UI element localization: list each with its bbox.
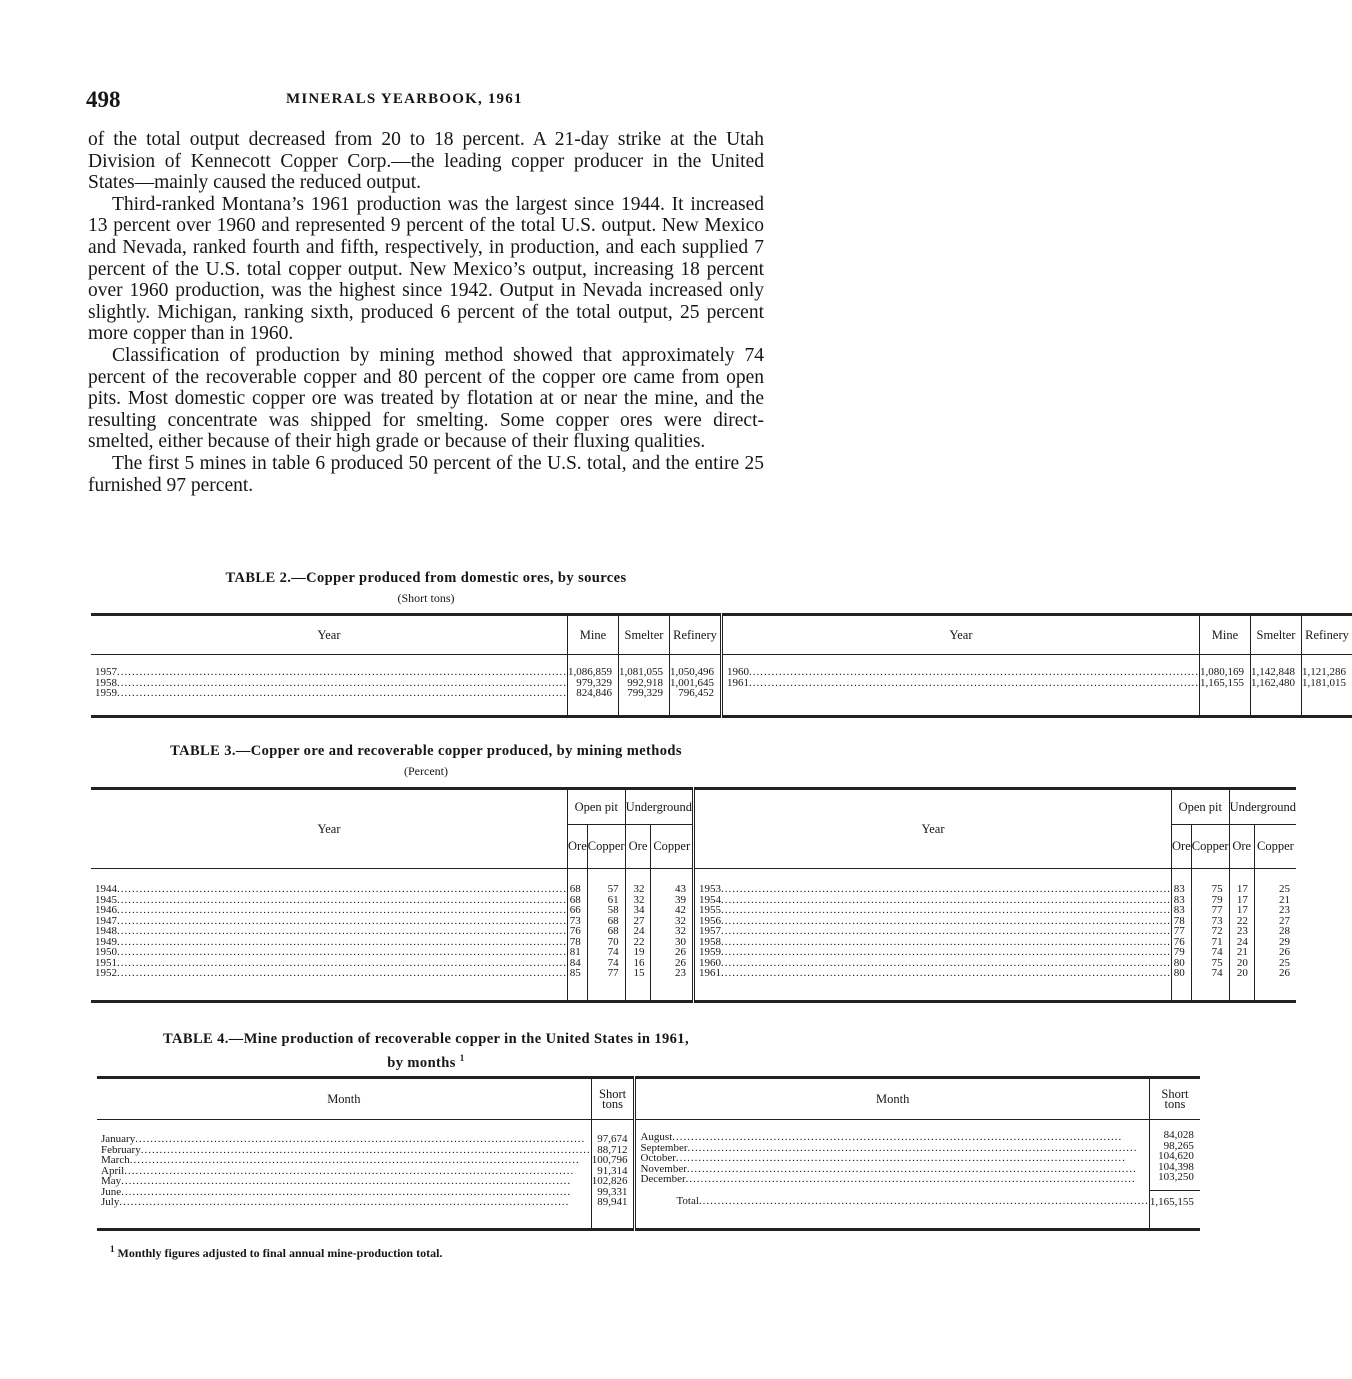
table-row: 1956 ..... — [695, 916, 1171, 927]
table-cell: 1,086,859 — [568, 666, 612, 678]
table3-header-ore: Ore — [1229, 825, 1254, 869]
table2-header-smelter: Smelter — [1251, 615, 1302, 655]
table-cell: 68 — [569, 883, 581, 895]
table2-title: TABLE 2.—Copper produced from domestic ores, by sources — [225, 570, 627, 586]
table-cell: 42 — [675, 904, 686, 916]
table-row: 1961 ..... — [723, 678, 1199, 689]
table-cell: 15 — [633, 967, 645, 979]
table2-header-mine: Mine — [568, 615, 619, 655]
table-cell: 23 — [675, 967, 686, 979]
table-row: 1961 ..... — [695, 968, 1171, 979]
paragraph: The first 5 mines in table 6 produced 50 percent of the U.S. total, and the entire 25 furnished 97 percent. — [88, 452, 764, 496]
table-cell: 1,001,645 — [670, 676, 714, 689]
table-cell: 29 — [1279, 935, 1290, 948]
running-head: MINERALS YEARBOOK, 1961 — [286, 91, 523, 107]
table-total-cell: 1,165,155 — [1149, 1195, 1194, 1208]
body-text — [88, 129, 764, 496]
paragraph: Classification of production by mining method showed that approximately 74 percent of the recoverable copper and 80 percent of the copper ore came from open pits. Most domestic copper ore was treated by flotation at or near the mine, and the resulting concentrate was shipped for smelting. Some copper ores were direct-smelted, either because of their high grade or because of their fluxing qualities. — [88, 344, 764, 453]
table-cell: 1,162,480 — [1251, 676, 1295, 689]
table-row: 1960 ..... — [695, 958, 1171, 969]
table-cell: 21 — [1236, 946, 1248, 958]
table2-header-refinery: Refinery — [1302, 615, 1352, 655]
table-cell: 23 — [1236, 925, 1248, 937]
table3-subtitle: (Percent) — [404, 764, 448, 778]
table-cell: 102,826 — [591, 1175, 628, 1187]
table-cell: 32 — [675, 914, 686, 927]
paragraph: of the total output decreased from 20 to 18 percent. A 21-day strike at the Utah Division of Kennecott Copper Corp.—the leading copper producer in the United States—mainly caused the reduced output. — [88, 129, 764, 194]
table-cell: 1,050,496 — [670, 666, 714, 678]
table4-title — [88, 1030, 764, 1073]
table4-header-short-tons: Short tons — [591, 1078, 635, 1120]
table2-header-refinery: Refinery — [670, 615, 722, 655]
footnote-mark: 1 — [110, 1244, 115, 1254]
table-cell: 27 — [633, 914, 645, 927]
table-cell: 89,941 — [597, 1196, 628, 1208]
table-cell: 83 — [1173, 904, 1185, 916]
table-row: 1950 ..... — [91, 947, 567, 958]
table-row: 1957 ..... — [91, 667, 567, 678]
page-header — [86, 87, 766, 115]
footnote-text: Monthly figures adjusted to final annual mine-production total. — [117, 1246, 443, 1260]
table3-header-ore: Ore — [625, 825, 651, 869]
table-cell: 68 — [607, 914, 619, 927]
table-cell: 75 — [1211, 883, 1223, 895]
paragraph: Third-ranked Montana’s 1961 production was the largest since 1944. It increased 13 percent over 1960 and represented 9 percent of the total U.S. output. New Mexico and Nevada, ranked fourth and fifth, respectively, in production, and each supplied 7 percent of the U.S. total copper output. New Mexico’s output, increasing 18 percent over 1960 production, was the highest since 1942. Output in Nevada increased only slightly. Michigan, ranking sixth, produced 6 percent of the total output, 25 percent more copper than in 1960. — [88, 193, 764, 345]
table3 — [91, 787, 1296, 1003]
table-cell: 73 — [569, 914, 581, 927]
table-cell: 21 — [1279, 893, 1290, 906]
table-cell: 796,452 — [678, 687, 714, 699]
table-cell: 76 — [569, 925, 581, 937]
table-cell: 100,796 — [591, 1154, 628, 1166]
table-cell: 23 — [1279, 904, 1290, 916]
table-cell: 28 — [1279, 925, 1290, 937]
table-cell: 30 — [675, 935, 686, 948]
page-number: 498 — [86, 87, 121, 112]
table-cell: 79 — [1173, 946, 1185, 958]
table-row: May ..... — [97, 1176, 591, 1187]
table-cell: 25 — [1279, 883, 1290, 895]
table-cell: 70 — [607, 935, 619, 948]
table-row: September ..... — [636, 1143, 1148, 1154]
table-cell: 1,181,015 — [1302, 676, 1346, 689]
table-cell: 73 — [1211, 914, 1223, 927]
table-row: 1948 ..... — [91, 926, 567, 937]
table-cell: 58 — [607, 904, 619, 916]
table-cell: 26 — [675, 956, 686, 969]
table-cell: 75 — [1211, 956, 1223, 969]
table-cell: 97,674 — [597, 1133, 628, 1145]
table-row: October ..... — [636, 1153, 1148, 1164]
table-row: 1949 ..... — [91, 937, 567, 948]
table4-title-line1: TABLE 4.—Mine production of recoverable copper in the United States in 1961, — [163, 1031, 689, 1047]
table-cell: 26 — [1279, 967, 1290, 979]
table-cell: 24 — [633, 925, 645, 937]
table-cell: 799,329 — [627, 687, 663, 699]
table4-title-line2: by months — [387, 1054, 456, 1071]
table-cell: 80 — [1173, 956, 1185, 969]
table-row: 1957 ..... — [695, 926, 1171, 937]
table3-header-copper: Copper — [651, 825, 694, 869]
table-cell: 1,165,155 — [1200, 676, 1244, 689]
table3-header-copper: Copper — [587, 825, 625, 869]
table-cell: 27 — [1279, 914, 1290, 927]
table-cell: 74 — [607, 946, 619, 958]
table3-header-ore: Ore — [1172, 825, 1192, 869]
footnote-mark: 1 — [459, 1053, 465, 1063]
table-cell: 1,080,169 — [1200, 666, 1244, 678]
table3-header-open-pit: Open pit — [1172, 789, 1230, 825]
table-cell: 88,712 — [597, 1143, 628, 1156]
table-cell: 77 — [1211, 904, 1223, 916]
table-cell: 22 — [633, 935, 645, 948]
table-row: 1955 ..... — [695, 905, 1171, 916]
table-row: 1958 ..... — [695, 937, 1171, 948]
table-row: 1947 ..... — [91, 916, 567, 927]
table4-header-short-tons: Short tons — [1149, 1078, 1200, 1120]
table-cell: 85 — [569, 967, 581, 979]
table4 — [97, 1076, 1200, 1231]
table-cell: 104,620 — [1158, 1150, 1194, 1162]
table2-header-year: Year — [91, 615, 568, 655]
table-cell: 32 — [633, 883, 645, 895]
table3-title: TABLE 3.—Copper ore and recoverable copper produced, by mining methods — [170, 743, 682, 759]
table3-header-copper: Copper — [1191, 825, 1229, 869]
table-row: February ..... — [97, 1145, 591, 1156]
table-cell: 81 — [569, 946, 581, 958]
table-row: December ..... — [636, 1174, 1148, 1185]
table-cell: 17 — [1236, 904, 1248, 916]
table-cell: 19 — [633, 946, 645, 958]
table-row: August ..... — [636, 1132, 1148, 1143]
table-cell: 1,121,286 — [1302, 666, 1346, 678]
table-row: 1951 ..... — [91, 958, 567, 969]
table-total-row: Total ..... — [636, 1196, 1148, 1207]
table-cell: 78 — [1173, 914, 1185, 927]
table-cell: 72 — [1211, 925, 1223, 937]
table-cell: 16 — [633, 956, 645, 969]
table-row: April ..... — [97, 1166, 591, 1177]
table-cell: 83 — [1173, 893, 1185, 906]
table2 — [91, 613, 1352, 718]
table-cell: 68 — [569, 893, 581, 906]
table2-header-year: Year — [722, 615, 1200, 655]
table-cell: 25 — [1279, 956, 1290, 969]
table-cell: 99,331 — [597, 1185, 628, 1198]
table-cell: 79 — [1211, 893, 1223, 906]
table-cell: 74 — [1211, 946, 1223, 958]
table-cell: 1,081,055 — [619, 666, 663, 678]
table-cell: 103,250 — [1158, 1171, 1194, 1183]
table-cell: 74 — [1211, 967, 1223, 979]
table-row: July ..... — [97, 1197, 591, 1208]
table3-header-ore: Ore — [568, 825, 588, 869]
table-row: June ..... — [97, 1187, 591, 1198]
table-cell: 91,314 — [597, 1164, 628, 1177]
table-row: 1944 ..... — [91, 884, 567, 895]
table-cell: 17 — [1236, 893, 1248, 906]
table-cell: 68 — [607, 925, 619, 937]
table3-header-year: Year — [694, 789, 1172, 869]
table-cell: 32 — [675, 925, 686, 937]
table-row: 1952 ..... — [91, 968, 567, 979]
table-row: 1954 ..... — [695, 895, 1171, 906]
table3-header-underground: Underground — [1229, 789, 1296, 825]
table-row: 1959 ..... — [695, 947, 1171, 958]
table-cell: 84,028 — [1163, 1129, 1194, 1141]
table-cell: 992,918 — [627, 676, 663, 689]
table4-header-month: Month — [97, 1078, 591, 1120]
table-cell: 98,265 — [1163, 1139, 1194, 1152]
table-cell: 74 — [607, 956, 619, 969]
table-row: November ..... — [636, 1164, 1148, 1175]
table2-header-mine: Mine — [1200, 615, 1251, 655]
table-cell: 20 — [1236, 967, 1248, 979]
table2-subtitle: (Short tons) — [397, 591, 455, 605]
table-cell: 32 — [633, 893, 645, 906]
table-row: 1946 ..... — [91, 905, 567, 916]
table-row: 1959 ..... — [91, 688, 567, 699]
table-row: 1945 ..... — [91, 895, 567, 906]
table-row: January ..... — [97, 1134, 591, 1145]
table-cell: 824,846 — [576, 687, 612, 699]
table-cell: 17 — [1236, 883, 1248, 895]
table-cell: 26 — [1279, 946, 1290, 958]
table-cell: 77 — [1173, 925, 1185, 937]
table-cell: 83 — [1173, 883, 1185, 895]
table2-header-smelter: Smelter — [619, 615, 670, 655]
table3-header-underground: Underground — [625, 789, 693, 825]
table-row: March ..... — [97, 1155, 591, 1166]
table3-header-open-pit: Open pit — [568, 789, 626, 825]
table-cell: 24 — [1236, 935, 1248, 948]
footnote — [110, 1244, 442, 1261]
table4-header-month: Month — [635, 1078, 1149, 1120]
table-cell: 979,329 — [576, 676, 612, 689]
table-row: 1953 ..... — [695, 884, 1171, 895]
table3-header-year: Year — [91, 789, 568, 869]
table-cell: 66 — [569, 904, 581, 916]
table-cell: 22 — [1236, 914, 1248, 927]
table-cell: 57 — [607, 883, 619, 895]
table-cell: 1,142,848 — [1251, 666, 1295, 678]
table-cell: 26 — [675, 946, 686, 958]
table-cell: 78 — [569, 935, 581, 948]
table-row: 1958 ..... — [91, 678, 567, 689]
table-cell: 76 — [1173, 935, 1185, 948]
table-cell: 20 — [1236, 956, 1248, 969]
table3-header-copper: Copper — [1254, 825, 1296, 869]
table-cell: 104,398 — [1158, 1160, 1194, 1173]
table-cell: 43 — [675, 883, 686, 895]
table-cell: 61 — [607, 893, 619, 906]
table-row: 1960 ..... — [723, 667, 1199, 678]
table-cell: 80 — [1173, 967, 1185, 979]
table-cell: 34 — [633, 904, 645, 916]
table-cell: 77 — [607, 967, 619, 979]
table-cell: 84 — [569, 956, 581, 969]
table-cell: 39 — [675, 893, 686, 906]
table-cell: 71 — [1211, 935, 1223, 948]
